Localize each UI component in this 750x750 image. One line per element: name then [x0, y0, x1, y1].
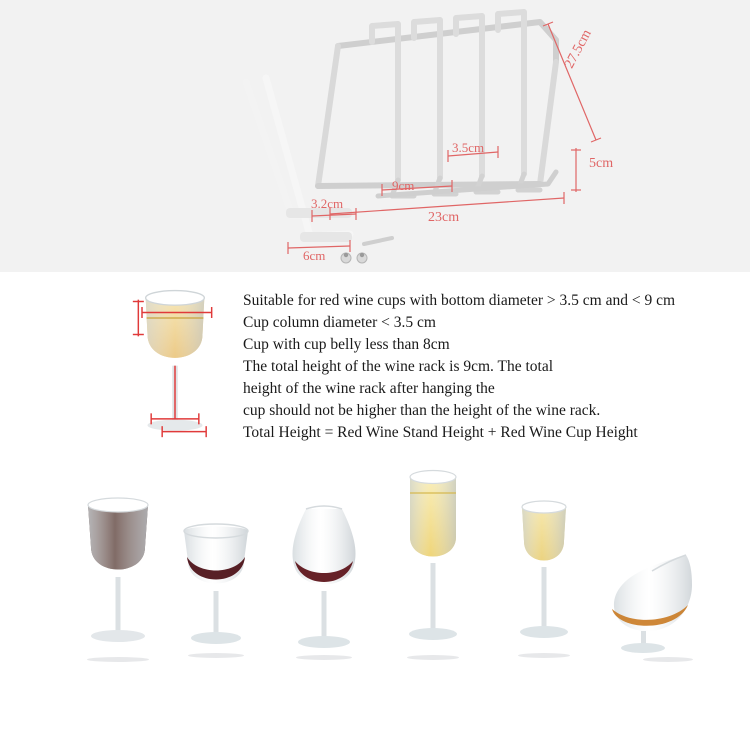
glass-white-wine	[72, 489, 164, 662]
dimension-height-side: 27.5cm	[562, 27, 595, 72]
dimension-bracket-width: 3.2cm	[311, 196, 344, 211]
glass-shadow	[407, 655, 459, 660]
glass-shadow	[518, 653, 570, 658]
glass-red-wine-bowl	[176, 517, 256, 658]
glass-brandy-snifter	[600, 547, 704, 662]
glass-champagne-flute	[398, 463, 468, 660]
measured-wine-glass-illustration	[120, 278, 230, 468]
dimension-slot-width: 3.5cm	[452, 140, 485, 155]
glass-shadow	[87, 657, 149, 662]
glass-tulip	[284, 499, 364, 660]
dimension-rack-length: 23cm	[428, 210, 460, 225]
wine-rack-illustration	[0, 0, 750, 272]
spec-line-2: Cup column diameter < 3.5 cm	[243, 314, 436, 331]
glass-types-row	[0, 470, 750, 700]
spec-line-6: cup should not be higher than the height of the wine rack.	[243, 402, 601, 419]
dimension-bracket-length: 6cm	[303, 248, 326, 263]
spec-line-7: Total Height = Red Wine Stand Height + Red Wine Cup Height	[243, 424, 638, 441]
spec-line-4: The total height of the wine rack is 9cm. The total	[243, 358, 554, 375]
specification-text	[243, 290, 743, 444]
rack-diagram-panel	[0, 0, 750, 272]
glass-shadow	[188, 653, 244, 658]
spec-line-5: height of the wine rack after hanging the	[243, 380, 495, 397]
dimension-rack-depth: 5cm	[589, 156, 614, 171]
dimension-slot-opening: 9cm	[392, 178, 415, 193]
spec-line-1: Suitable for red wine cups with bottom diameter > 3.5 cm and < 9 cm	[243, 292, 676, 309]
spec-line-3: Cup with cup belly less than 8cm	[243, 336, 450, 353]
glass-sherry	[508, 493, 580, 658]
glass-shadow	[296, 655, 352, 660]
glass-shadow	[643, 657, 693, 662]
